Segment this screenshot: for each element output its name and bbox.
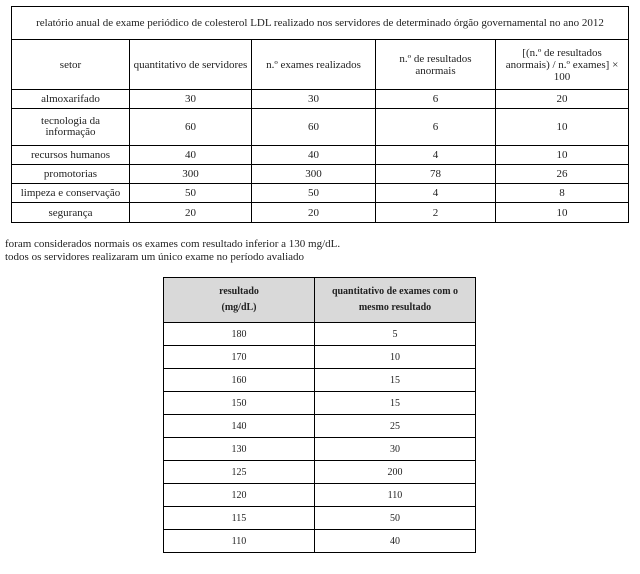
- report-row: [12, 109, 629, 146]
- results-row: [164, 507, 476, 530]
- cell-servidores: 20: [130, 203, 252, 223]
- cell-quantitativo: 15: [315, 392, 476, 415]
- cell-quantitativo: 110: [315, 484, 476, 507]
- results-row: [164, 484, 476, 507]
- cell-resultado: 140: [164, 415, 315, 438]
- cell-setor: tecnologia da informação: [12, 109, 130, 146]
- results-row: [164, 346, 476, 369]
- cell-exames: 60: [252, 109, 376, 146]
- cell-anormais: 2: [376, 203, 496, 223]
- cell-resultado: 125: [164, 461, 315, 484]
- cell-exames: 300: [252, 165, 376, 184]
- header-quantitativo-exames: quantitativo de exames com o mesmo resultado: [315, 278, 476, 323]
- cell-quantitativo: 5: [315, 323, 476, 346]
- cell-servidores: 40: [130, 146, 252, 165]
- report-row: [12, 146, 629, 165]
- cell-anormais: 78: [376, 165, 496, 184]
- cell-resultado: 160: [164, 369, 315, 392]
- cell-setor: limpeza e conservação: [12, 184, 130, 203]
- cell-servidores: 60: [130, 109, 252, 146]
- header-setor: setor: [12, 40, 130, 90]
- cell-quantitativo: 25: [315, 415, 476, 438]
- cell-servidores: 50: [130, 184, 252, 203]
- header-exames-realizados: n.º exames realizados: [252, 40, 376, 90]
- cell-anormais: 6: [376, 90, 496, 109]
- header-resultados-anormais: n.º de resultados anormais: [376, 40, 496, 90]
- cell-setor: almoxarifado: [12, 90, 130, 109]
- results-row: [164, 392, 476, 415]
- results-row: [164, 461, 476, 484]
- note-normal-threshold: foram considerados normais os exames com resultado inferior a 130 mg/dL.: [5, 238, 341, 250]
- cell-quantitativo: 40: [315, 530, 476, 553]
- report-row: [12, 165, 629, 184]
- report-header-row: [12, 40, 629, 90]
- cell-percentual: 20: [496, 90, 629, 109]
- header-quantitativo-servidores: quantitativo de servidores: [130, 40, 252, 90]
- cell-exames: 20: [252, 203, 376, 223]
- header-resultado: [164, 278, 315, 323]
- results-row: [164, 530, 476, 553]
- cell-resultado: 150: [164, 392, 315, 415]
- cell-quantitativo: 50: [315, 507, 476, 530]
- header-percentual: [(n.º de resultados anormais) / n.º exames] × 100: [496, 40, 629, 90]
- cell-exames: 40: [252, 146, 376, 165]
- results-row: [164, 323, 476, 346]
- cell-resultado: 130: [164, 438, 315, 461]
- cell-percentual: 10: [496, 109, 629, 146]
- cell-anormais: 4: [376, 146, 496, 165]
- cell-quantitativo: 10: [315, 346, 476, 369]
- header-resultado-label: resultado: [219, 286, 259, 297]
- cell-percentual: 10: [496, 203, 629, 223]
- cell-resultado: 170: [164, 346, 315, 369]
- cell-resultado: 120: [164, 484, 315, 507]
- cell-anormais: 6: [376, 109, 496, 146]
- cell-servidores: 300: [130, 165, 252, 184]
- report-title: relatório anual de exame periódico de colesterol LDL realizado nos servidores de determinado órgão governamental no ano 2012: [12, 7, 629, 40]
- cell-setor: promotorias: [12, 165, 130, 184]
- results-header-row: [164, 278, 476, 323]
- cell-percentual: 10: [496, 146, 629, 165]
- report-row: [12, 90, 629, 109]
- cell-setor: recursos humanos: [12, 146, 130, 165]
- results-row: [164, 438, 476, 461]
- cell-setor: segurança: [12, 203, 130, 223]
- cell-resultado: 115: [164, 507, 315, 530]
- note-single-exam: todos os servidores realizaram um único exame no período avaliado: [5, 251, 305, 263]
- cell-percentual: 8: [496, 184, 629, 203]
- cell-servidores: 30: [130, 90, 252, 109]
- cell-percentual: 26: [496, 165, 629, 184]
- cell-resultado: 180: [164, 323, 315, 346]
- cell-exames: 30: [252, 90, 376, 109]
- results-row: [164, 369, 476, 392]
- cell-quantitativo: 200: [315, 461, 476, 484]
- results-row: [164, 415, 476, 438]
- cell-quantitativo: 15: [315, 369, 476, 392]
- report-row: [12, 203, 629, 223]
- cell-quantitativo: 30: [315, 438, 476, 461]
- report-row: [12, 184, 629, 203]
- ldl-report-table: [11, 6, 629, 223]
- report-title-row: [12, 7, 629, 40]
- cell-resultado: 110: [164, 530, 315, 553]
- cell-exames: 50: [252, 184, 376, 203]
- header-resultado-unit: (mg/dL): [221, 302, 257, 313]
- results-table: [163, 277, 476, 553]
- cell-anormais: 4: [376, 184, 496, 203]
